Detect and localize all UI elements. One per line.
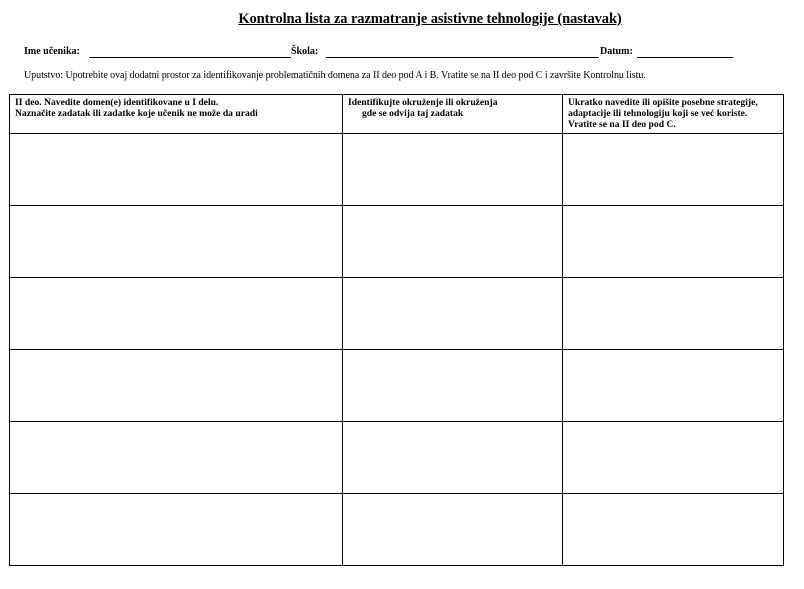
column-header-domains-line2: Naznačite zadatak ili zadatke koje učenik ne može da uradi — [15, 108, 258, 119]
table-row — [10, 422, 784, 494]
strategy-cell[interactable] — [563, 134, 784, 206]
column-header-environment — [343, 95, 563, 134]
domain-cell[interactable] — [10, 134, 343, 206]
column-header-environment-line1: Identifikujte okruženje ili okruženja — [348, 97, 498, 108]
strategy-cell[interactable] — [563, 494, 784, 566]
domain-cell[interactable] — [10, 206, 343, 278]
table-row — [10, 206, 784, 278]
table-row — [10, 278, 784, 350]
environment-cell[interactable] — [343, 422, 563, 494]
strategy-cell[interactable] — [563, 422, 784, 494]
column-header-environment-line2: gde se odvija taj zadatak — [362, 108, 464, 119]
date-label: Datum: — [600, 46, 633, 57]
strategy-cell[interactable] — [563, 278, 784, 350]
column-header-domains-line1: II deo. Navedite domen(e) identifikovane u I delu. — [15, 97, 219, 108]
strategy-cell[interactable] — [563, 206, 784, 278]
environment-cell[interactable] — [343, 206, 563, 278]
student-name-field[interactable] — [89, 57, 291, 58]
table-header-row — [10, 95, 784, 134]
column-header-strategies — [563, 95, 784, 134]
domain-cell[interactable] — [10, 494, 343, 566]
column-header-domains — [10, 95, 343, 134]
school-field[interactable] — [326, 57, 599, 58]
school-label: Škola: — [291, 46, 319, 57]
environment-cell[interactable] — [343, 134, 563, 206]
strategy-cell[interactable] — [563, 350, 784, 422]
document-title: Kontrolna lista za razmatranje asistivne tehnologije (nastavak) — [238, 11, 622, 27]
checklist-table — [9, 94, 784, 566]
date-field[interactable] — [637, 57, 733, 58]
environment-cell[interactable] — [343, 494, 563, 566]
student-name-label: Ime učenika: — [24, 46, 80, 57]
environment-cell[interactable] — [343, 350, 563, 422]
column-header-strategies-text: Ukratko navedite ili opišite posebne strategije, adaptacije ili tehnologiju koji se već koriste. Vratite se na II deo pod C. — [568, 97, 758, 130]
domain-cell[interactable] — [10, 278, 343, 350]
domain-cell[interactable] — [10, 350, 343, 422]
domain-cell[interactable] — [10, 422, 343, 494]
instructions-text: Uputstvo: Upotrebite ovaj dodatni prostor za identifikovanje problematičnih domena za II deo pod A i B. Vratite se na II deo pod C i završite Kontrolnu listu. — [24, 70, 646, 81]
table-row — [10, 350, 784, 422]
table-row — [10, 494, 784, 566]
table-row — [10, 134, 784, 206]
environment-cell[interactable] — [343, 278, 563, 350]
